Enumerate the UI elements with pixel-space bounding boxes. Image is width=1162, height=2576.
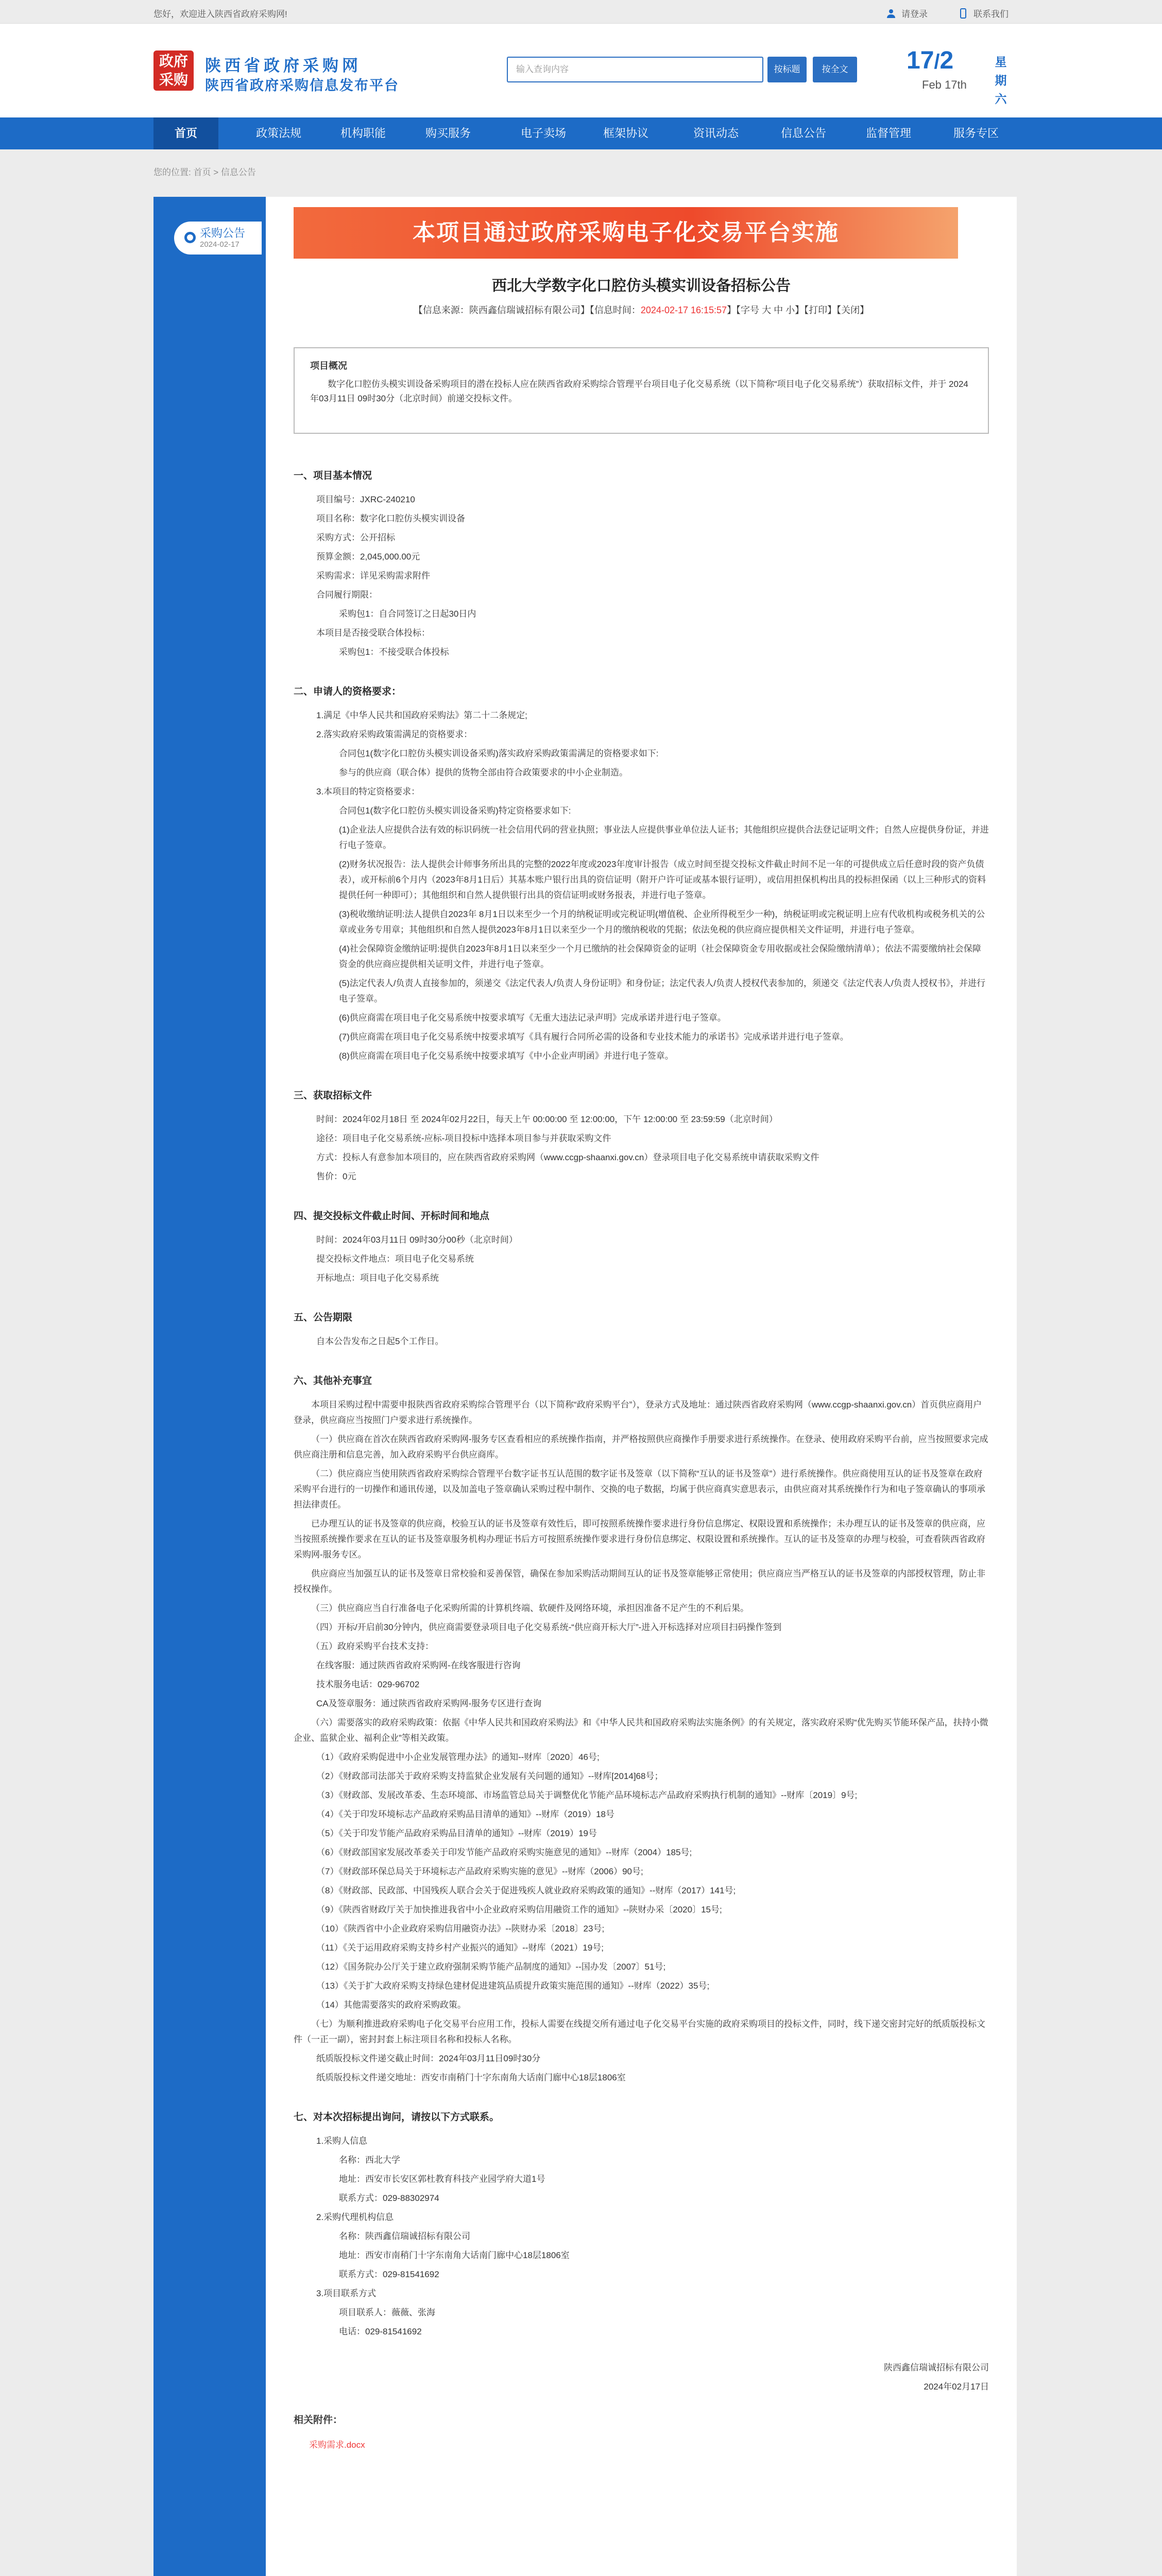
section-line: 在线客服：通过陕西省政府采购网-在线客服进行咨询 <box>316 1660 521 1670</box>
site-logo[interactable] <box>153 50 194 91</box>
section-line: 2.落实政府采购政策需满足的资格要求： <box>316 730 473 739</box>
signoff-date: 2024年02月17日 <box>924 2382 989 2392</box>
section-line: 途径：项目电子化交易系统-应标-项目投标中选择本项目参与并获取采购文件 <box>316 1133 611 1143</box>
top-bar <box>0 0 1162 24</box>
nav-policy[interactable]: 政策法规 <box>255 127 301 140</box>
section-line: （1）《政府采购促进中小企业发展管理办法》的通知--财库〔2020〕46号; <box>316 1752 600 1762</box>
sidebar-tab-announcement[interactable] <box>174 222 262 255</box>
search-fulltext-button[interactable]: 按全文 <box>813 57 857 82</box>
login-link[interactable] <box>886 7 928 20</box>
date-month: 17 <box>907 47 934 74</box>
section-line: 合同包1(数字化口腔仿头模实训设备采购)落实政府采购政策需满足的资格要求如下: <box>339 749 659 758</box>
attachments-heading: 相关附件： <box>294 2415 343 2426</box>
nav-institutions[interactable]: 机构职能 <box>340 127 386 140</box>
nav-news[interactable]: 资讯动态 <box>693 127 739 140</box>
section-line: (4)社会保障资金缴纳证明:提供自2023年8月1日以来至少一个月已缴纳的社会保障资金的证明（社会保障资金专用收据或社会保险缴纳清单）；依法不需要缴纳社会保障资金的供应商应提供相关证明文件，并进行电子签章。 <box>339 944 981 969</box>
section-line: 本项目采购过程中需要申报陕西省政府采购综合管理平台（以下简称“政府采购平台”），登录方式及地址：通过陕西省政府采购网（www.ccgp-shaanxi.gov.cn）首页供应商用户登录，供应商应当按照门户要求进行系统操作。 <box>294 1400 982 1425</box>
nav-supervision[interactable]: 监督管理 <box>865 127 911 140</box>
breadcrumb-label: 您的位置: <box>153 167 191 177</box>
section-line: 方式：投标人有意参加本项目的，应在陕西省政府采购网（www.ccgp-shaanxi.gov.cn）登录项目电子化交易系统申请获取采购文件 <box>316 1153 819 1162</box>
search-title-button[interactable]: 按标题 <box>767 57 807 82</box>
section-heading: 二、申请人的资格要求： <box>294 686 402 697</box>
section-line: (1)企业法人应提供合法有效的标识码统一社会信用代码的营业执照；事业法人应提供事业单位法人证书；其他组织应提供合法登记证明文件；自然人应提供身份证，并进行电子签章。 <box>339 825 989 850</box>
sidebar-tab-label: 采购公告 <box>200 227 246 240</box>
article-meta <box>266 303 1017 316</box>
signoff-org: 陕西鑫信瑞诚招标有限公司 <box>884 2363 989 2372</box>
project-overview-box <box>294 347 989 434</box>
site-name: 陕西省政府采购网 <box>205 57 362 75</box>
section-line: （5）《关于印发节能产品政府采购品目清单的通知》--财库（2019）19号 <box>316 1828 597 1838</box>
section-line: （7）《财政部环保总局关于环境标志产品政府采购实施的意见》--财库（2006）90号; <box>316 1867 643 1876</box>
section-line: 1.满足《中华人民共和国政府采购法》第二十二条规定; <box>316 710 527 720</box>
section-line: 地址：西安市长安区郭杜教育科技产业园学府大道1号 <box>339 2174 545 2184</box>
section-line: （11）《关于运用政府采购支持乡村产业振兴的通知》--财库（2021）19号; <box>316 1943 604 1953</box>
section-line: （五）政府采购平台技术支持： <box>311 1641 434 1651</box>
section-line: 2.采购代理机构信息 <box>316 2212 394 2222</box>
section-heading: 四、提交投标文件截止时间、开标时间和地点 <box>294 1211 490 1222</box>
section-line: (5)法定代表人/负责人直接参加的，须递交《法定代表人/负责人身份证明》和身份证；法定代表人/负责人授权代表参加的，须递交《法定代表人/负责人授权书》，并进行电子签章。 <box>339 978 986 1004</box>
section-line: （三）供应商应当自行准备电子化采购所需的计算机终端、软硬件及网络环境，承担因准备不足产生的不利后果。 <box>311 1603 749 1613</box>
section-line: 3.本项目的特定资格要求： <box>316 787 420 796</box>
main-nav <box>0 117 1162 149</box>
meta-source: 【信息来源：陕西鑫信瑞诚招标有限公司】【信息时间： <box>413 305 641 315</box>
section-line: (2)财务状况报告：法人提供会计师事务所出具的完整的2022年度或2023年度审计报告（成立时间至提交投标文件截止时间不足一年的可提供成立后任意时段的资产负债表），或开标前6个月内（2023年8月1日后）其基本账户银行出具的资信证明（附开户许可证或基本银行证明），或信用担保机构出具的投标担保函（以上三种形式的资料提供任何一种即可）；其他组织和自然人提供银行出具的资信证明或财务报表，并进行电子签章。 <box>339 859 986 900</box>
section-line: 开标地点：项目电子化交易系统 <box>316 1273 439 1283</box>
section-line: （六）需要落实的政府采购政策：依据《中华人民共和国政府采购法》和《中华人民共和国政府采购法实施条例》的有关规定，落实政府采购“优先购买节能环保产品，扶持小微企业、监狱企业、福利企业”等相关政策。 <box>294 1718 988 1743</box>
section-line: 技术服务电话：029-96702 <box>316 1680 420 1689</box>
breadcrumb-separator: > <box>213 167 219 177</box>
section-line: （一）供应商在首次在陕西省政府采购网-服务专区查看相应的系统操作指南，并严格按照供应商操作手册要求进行系统操作。在登录、使用政府采购平台前，应当按照要求完成供应商注册和信息完善，加入政府采购平台供应商库。 <box>294 1434 988 1460</box>
section-line: 1.采购人信息 <box>316 2136 368 2146</box>
section-line: （12）《国务院办公厅关于建立政府强制采购节能产品制度的通知》--国办发〔2007〕51号; <box>316 1962 666 1972</box>
overview-heading: 项目概况 <box>310 361 347 371</box>
section-line: 纸质版投标文件递交截止时间：2024年03月11日09时30分 <box>316 2054 541 2063</box>
nav-e-mall[interactable]: 电子卖场 <box>520 127 566 140</box>
meta-time: 2024-02-17 16:15:57 <box>640 305 727 315</box>
section-line: （4）《关于印发环境标志产品政府采购品目清单的通知》--财库（2019）18号 <box>316 1809 615 1819</box>
section-line: （13）《关于扩大政府采购支持绿色建材促进建筑品质提升政策实施范围的通知》--财库（2022）35号; <box>316 1981 710 1991</box>
date-english: Feb 17th <box>922 78 967 91</box>
article-body <box>294 444 989 2450</box>
contact-label: 联系我们 <box>973 9 1009 19</box>
header <box>0 24 1162 117</box>
section-line: 提交投标文件地点：项目电子化交易系统 <box>316 1254 474 1264</box>
phone-icon <box>958 8 968 19</box>
section-line: 已办理互认的证书及签章的供应商，校验互认的证书及签章有效性后，即可按照系统操作要求进行身份信息绑定、权限设置和系统操作；未办理互认的证书及签章的供应商，应当按照系统操作要求在互认的证书及签章服务机构办理证书后方可按照系统操作要求进行身份信息绑定、权限设置和系统操作。互认的证书及签章的办理与校验，可查看陕西省政府采购网-服务专区。 <box>294 1519 985 1560</box>
user-icon <box>886 8 896 19</box>
section-line: 联系方式：029-81541692 <box>339 2269 439 2279</box>
section-heading: 六、其他补充事宜 <box>294 1376 372 1386</box>
section-line: 合同包1(数字化口腔仿头模实训设备采购)特定资格要求如下: <box>339 806 571 816</box>
section-line: CA及签章服务：通过陕西省政府采购网-服务专区进行查询 <box>316 1699 542 1708</box>
section-line: 采购方式：公开招标 <box>316 533 395 543</box>
section-line: (7)供应商需在项目电子化交易系统中按要求填写《具有履行合同所必需的设备和专业技术能力的承诺书》完成承诺并进行电子签章。 <box>339 1032 849 1042</box>
section-line: （10）《陕西省中小企业政府采购信用融资办法》--陕财办采〔2018〕23号; <box>316 1924 605 1934</box>
section-line: 联系方式：029-88302974 <box>339 2193 439 2203</box>
section-line: 名称：陕西鑫信瑞诚招标有限公司 <box>339 2231 470 2241</box>
section-line: 合同履行期限： <box>316 590 378 600</box>
section-heading: 七、对本次招标提出询问，请按以下方式联系。 <box>294 2112 500 2123</box>
nav-announcements[interactable]: 信息公告 <box>780 127 826 140</box>
search-input[interactable]: 输入查询内容 <box>507 57 763 82</box>
section-line: （6）《财政部国家发展改革委关于印发节能产品政府采购实施意见的通知》--财库（2004）185号; <box>316 1848 692 1857</box>
section-line: 项目编号：JXRC-240210 <box>316 495 415 504</box>
section-line: 时间：2024年02月18日 至 2024年02月22日，每天上午 00:00:00 至 12:00:00，下午 12:00:00 至 23:59:59（北京时间） <box>316 1114 778 1124</box>
section-line: (6)供应商需在项目电子化交易系统中按要求填写《无重大违法记录声明》完成承诺并进行电子签章。 <box>339 1013 726 1023</box>
nav-purchase-service[interactable]: 购买服务 <box>425 127 471 140</box>
sidebar-tab-date: 2024-02-17 <box>200 240 240 249</box>
nav-framework[interactable]: 框架协议 <box>603 127 648 140</box>
section-line: 纸质版投标文件递交地址：西安市南稍门十字东南角大话南门廊中心18层1806室 <box>316 2073 626 2082</box>
site-subtitle: 陕西省政府采购信息发布平台 <box>205 78 399 93</box>
logo-line-1: 政府 <box>159 53 188 69</box>
section-line: （七）为顺利推进政府采购电子化交易平台应用工作，投标人需要在线提交所有通过电子化交易平台实施的政府采购项目的投标文件，同时，线下递交密封完好的纸质版投标文件（一正一副），密封封套上标注项目名称和投标人名称。 <box>294 2019 985 2044</box>
date-display: 17/2 <box>907 47 954 74</box>
section-line: 参与的供应商（联合体）提供的货物全部由符合政策要求的中小企业制造。 <box>339 768 628 777</box>
section-line: 项目联系人：薇薇、张海 <box>339 2308 435 2317</box>
login-label: 请登录 <box>901 9 928 19</box>
section-line: 采购包1：不接受联合体投标 <box>339 647 449 657</box>
section-heading: 五、公告期限 <box>294 1312 353 1323</box>
section-heading: 三、获取招标文件 <box>294 1090 372 1101</box>
date-day: 2 <box>939 47 954 74</box>
section-line: （14）其他需要落实的政府采购政策。 <box>316 2000 466 2010</box>
breadcrumb-current[interactable]: 信息公告 <box>220 167 256 177</box>
section-line: （四）开标/开启前30分钟内，供应商需要登录项目电子化交易系统-“供应商开标大厅”-进入开标选择对应项目扫码操作签到 <box>311 1622 782 1632</box>
logo-line-2: 采购 <box>159 72 188 88</box>
page-title: 西北大学数字化口腔仿头模实训设备招标公告 <box>491 278 791 294</box>
section-line: (8)供应商需在项目电子化交易系统中按要求填写《中小企业声明函》并进行电子签章。 <box>339 1051 674 1061</box>
section-line: 本项目是否接受联合体投标： <box>316 628 430 638</box>
section-line: 采购需求：详见采购需求附件 <box>316 571 430 581</box>
breadcrumb <box>153 165 256 178</box>
ecommerce-banner: 本项目通过政府采购电子化交易平台实施 <box>294 207 958 259</box>
section-line: 名称：西北大学 <box>339 2155 400 2165</box>
section-line: 采购包1：自合同签订之日起30日内 <box>339 609 476 619</box>
weekday: 星期六 <box>995 55 1007 106</box>
section-line: 自本公告发布之日起5个工作日。 <box>316 1336 444 1346</box>
section-line: 3.项目联系方式 <box>316 2289 377 2298</box>
overview-text: 数字化口腔仿头模实训设备采购项目的潜在投标人应在陕西省政府采购综合管理平台项目电子化交易系统（以下简称“项目电子化交易系统”）获取招标文件，并于 2024年03月11日 09时30分（北京时间）前递交投标文件。 <box>310 379 968 403</box>
timeline-dot-icon <box>184 232 196 243</box>
nav-home[interactable]: 首页 <box>153 117 218 149</box>
nav-service-zone[interactable]: 服务专区 <box>953 127 999 140</box>
section-line: 预算金额：2,045,000.00元 <box>316 552 420 562</box>
article-panel <box>266 197 1017 2576</box>
contact-link[interactable] <box>958 7 1009 20</box>
attachment-link[interactable]: 采购需求.docx <box>309 2440 365 2450</box>
section-line: 电话：029-81541692 <box>339 2327 422 2336</box>
welcome-text: 您好，欢迎进入陕西省政府采购网! <box>153 9 287 19</box>
section-line: 售价：0元 <box>316 1172 356 1181</box>
section-line: 供应商应当加强互认的证书及签章日常校验和妥善保管，确保在参加采购活动期间互认的证书及签章能够正常使用；供应商应当严格互认的证书及签章的内部授权管理，防止非授权操作。 <box>294 1569 985 1594</box>
section-line: （3）《财政部、发展改革委、生态环境部、市场监管总局关于调整优化节能产品环境标志产品政府采购执行机制的通知》--财库〔2019〕9号; <box>316 1790 858 1800</box>
breadcrumb-home[interactable]: 首页 <box>193 167 211 177</box>
meta-tools[interactable]: 】【字号 大 中 小】【打印】【关闭】 <box>727 305 869 315</box>
section-line: 地址：西安市南稍门十字东南角大话南门廊中心18层1806室 <box>339 2250 570 2260</box>
section-heading: 一、项目基本情况 <box>294 470 372 481</box>
section-line: （9）《陕西省财政厅关于加快推进我省中小企业政府采购信用融资工作的通知》--陕财办采〔2020〕15号; <box>316 1905 722 1914</box>
sidebar <box>153 197 266 2576</box>
section-line: （8）《财政部、民政部、中国残疾人联合会关于促进残疾人就业政府采购政策的通知》--财库（2017）141号; <box>316 1886 736 1895</box>
section-line: 时间：2024年03月11日 09时30分00秒（北京时间） <box>316 1235 518 1245</box>
section-line: （2）《财政部司法部关于政府采购支持监狱企业发展有关问题的通知》--财库[2014]68号； <box>316 1771 663 1781</box>
section-line: 项目名称：数字化口腔仿头模实训设备 <box>316 514 465 523</box>
section-line: (3)税收缴纳证明:法人提供自2023年 8月1日以来至少一个月的纳税证明或完税证明(增值税、企业所得税至少一种)，纳税证明或完税证明上应有代收机构或税务机关的公章或业务专用章；其他组织和自然人提供2023年8月1日以来至少一个月的缴纳税收的凭据；依法免税的供应商应提供相关文件证明，并进行电子签章。 <box>339 909 985 935</box>
section-line: （二）供应商应当使用陕西省政府采购综合管理平台数字证书互认范围的数字证书及签章（以下简称“互认的证书及签章”）进行系统操作。供应商使用互认的证书及签章在政府采购平台进行的一切操作和通讯传递，以及加盖电子签章确认采购过程中制作、交换的电子数据，均属于供应商真实意思表示，由供应商对其系统操作行为和电子签章确认的事项承担法律责任。 <box>294 1469 985 1510</box>
